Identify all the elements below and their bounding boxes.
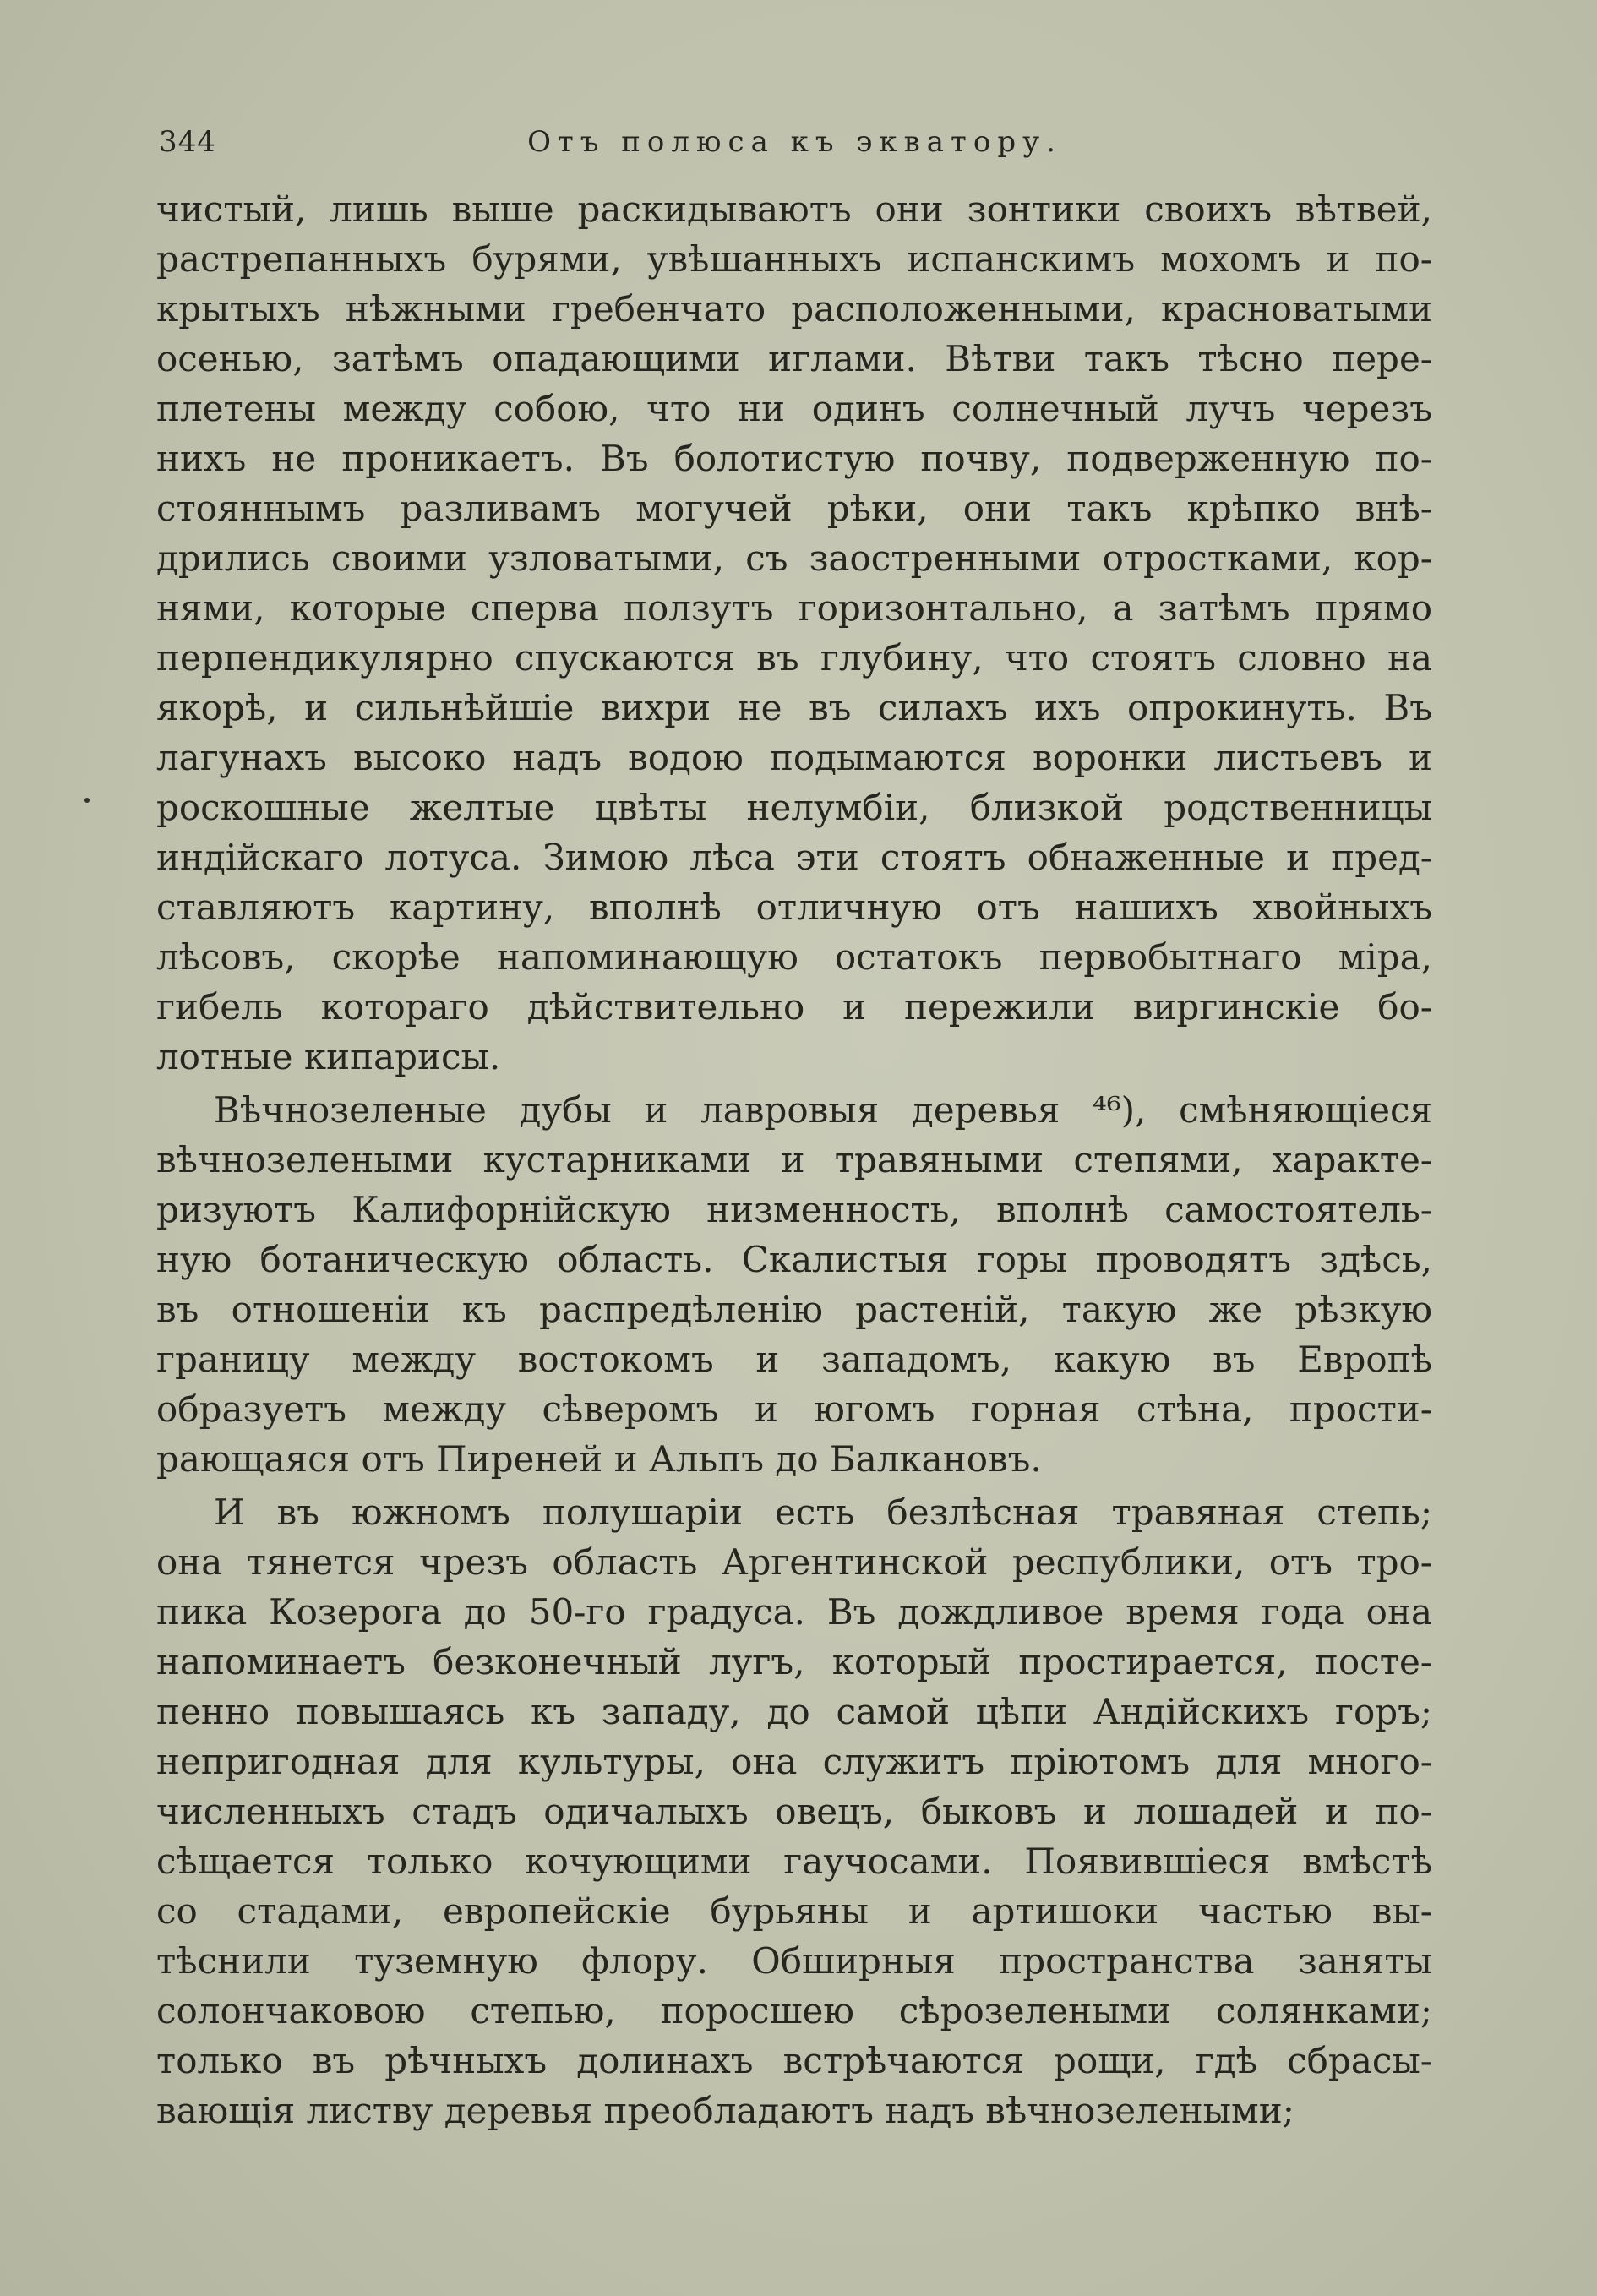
margin-dot	[84, 798, 90, 803]
paragraph	[156, 184, 1432, 1082]
text-line: нями, которые сперва ползутъ горизонтально, а затѣмъ прямо	[156, 587, 1432, 629]
text-line: чистый, лишь выше раскидываютъ они зонтики своихъ вѣтвей,	[156, 188, 1432, 230]
text-line: вающія листву деревья преобладаютъ надъ вѣчнозелеными;	[156, 2090, 1294, 2131]
text-line: солончаковою степью, поросшею сѣрозелеными солянками;	[156, 1990, 1432, 2031]
text-line: она тянется чрезъ область Аргентинской республики, отъ тро-	[156, 1541, 1432, 1583]
text-line: численныхъ стадъ одичалыхъ овецъ, быковъ и лошадей и по-	[156, 1791, 1432, 1832]
text-line: крытыхъ нѣжными гребенчато расположенными, красноватыми	[156, 288, 1432, 330]
text-line: пенно повышаясь къ западу, до самой цѣпи Андійскихъ горъ;	[156, 1691, 1432, 1732]
text-line: якорѣ, и сильнѣйшіе вихри не въ силахъ ихъ опрокинуть. Въ	[156, 687, 1432, 728]
text-line: ную ботаническую область. Скалистыя горы проводятъ здѣсь,	[156, 1239, 1432, 1280]
text-line: ставляютъ картину, вполнѣ отличную отъ нашихъ хвойныхъ	[156, 886, 1432, 928]
text-line: непригодная для культуры, она служитъ пріютомъ для много-	[156, 1741, 1432, 1782]
text-line: гибель котораго дѣйствительно и пережили виргинскіе бо-	[156, 986, 1432, 1028]
body-text	[156, 184, 1432, 2135]
text-line: тѣснили туземную флору. Обширныя пространства заняты	[156, 1940, 1432, 1982]
text-line: И въ южномъ полушаріи есть безлѣсная травяная степь;	[214, 1492, 1432, 1533]
text-line: стояннымъ разливамъ могучей рѣки, они такъ крѣпко внѣ-	[156, 488, 1432, 529]
text-line: напоминаетъ безконечный лугъ, который простирается, посте-	[156, 1641, 1432, 1682]
text-line: ризуютъ Калифорнійскую низменность, вполнѣ самостоятель-	[156, 1189, 1432, 1230]
text-line: осенью, затѣмъ опадающими иглами. Вѣтви такъ тѣсно пере-	[156, 338, 1432, 379]
text-line: нихъ не проникаетъ. Въ болотистую почву, подверженную по-	[156, 438, 1432, 479]
text-line: лѣсовъ, скорѣе напоминающую остатокъ первобытнаго міра,	[156, 936, 1432, 978]
text-line: вѣчнозелеными кустарниками и травяными степями, характе-	[156, 1139, 1432, 1181]
paragraph	[156, 1487, 1432, 2135]
text-line: границу между востокомъ и западомъ, какую въ Европѣ	[156, 1339, 1432, 1380]
page-number: 344	[159, 125, 216, 159]
text-line: сѣщается только кочующими гаучосами. Появившіеся вмѣстѣ	[156, 1841, 1432, 1882]
running-title: Отъ полюса къ экватору.	[527, 125, 1062, 159]
text-line: рающаяся отъ Пиреней и Альпъ до Балкановъ.	[156, 1438, 1042, 1480]
page-header	[159, 118, 1431, 169]
text-line: со стадами, европейскіе бурьяны и артишоки частью вы-	[156, 1890, 1432, 1932]
text-line: растрепанныхъ бурями, увѣшанныхъ испанскимъ мохомъ и по-	[156, 238, 1432, 280]
text-line: лагунахъ высоко надъ водою подымаются воронки листьевъ и	[156, 737, 1432, 778]
text-line: только въ рѣчныхъ долинахъ встрѣчаются рощи, гдѣ сбрасы-	[156, 2040, 1432, 2081]
text-line: перпендикулярно спускаются въ глубину, что стоятъ словно на	[156, 637, 1432, 679]
text-line: роскошные желтые цвѣты нелумбіи, близкой родственницы	[156, 787, 1432, 828]
text-line: Вѣчнозеленые дубы и лавровыя деревья ⁴⁶), смѣняющіеся	[214, 1089, 1432, 1131]
text-line: образуетъ между сѣверомъ и югомъ горная стѣна, прости-	[156, 1388, 1432, 1430]
paragraph	[156, 1085, 1432, 1484]
text-line: индійскаго лотуса. Зимою лѣса эти стоятъ обнаженные и пред-	[156, 837, 1432, 878]
text-line: плетены между собою, что ни одинъ солнечный лучъ черезъ	[156, 388, 1432, 429]
text-line: дрились своими узловатыми, съ заостренными отростками, кор-	[156, 537, 1432, 579]
text-line: въ отношеніи къ распредѣленію растеній, такую же рѣзкую	[156, 1289, 1432, 1330]
text-line: лотные кипарисы.	[156, 1036, 501, 1077]
text-line: пика Козерога до 50-го градуса. Въ дождливое время года она	[156, 1591, 1432, 1633]
